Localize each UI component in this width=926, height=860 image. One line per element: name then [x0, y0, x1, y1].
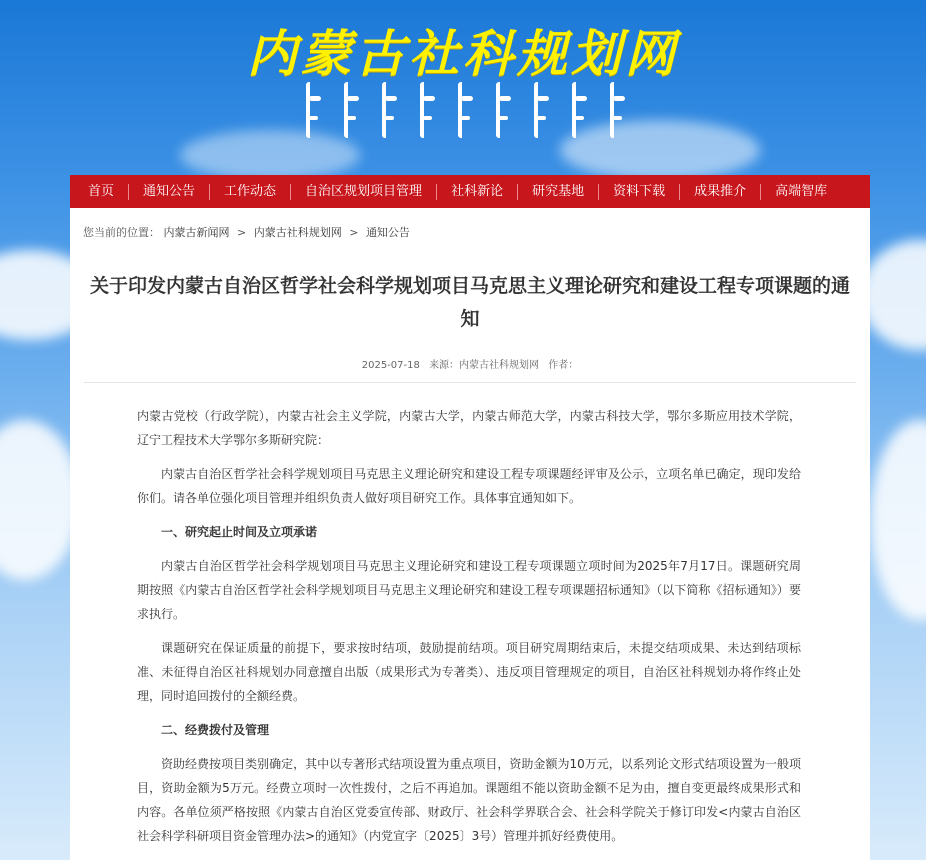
- mongolian-glyph: [496, 82, 506, 138]
- nav-item-notices[interactable]: 通知公告: [129, 184, 210, 200]
- article-date: 2025-07-18: [361, 360, 420, 371]
- nav-item-social-science-views[interactable]: 社科新论: [437, 184, 518, 200]
- mongolian-glyph: [458, 82, 468, 138]
- title-divider: [84, 382, 856, 383]
- breadcrumb-item-site[interactable]: 内蒙古社科规划网: [253, 226, 342, 239]
- breadcrumb-item-notices[interactable]: 通知公告: [365, 226, 410, 239]
- section-heading-2: 二、经费拨付及管理: [161, 723, 270, 737]
- mongolian-script-logo: [0, 82, 926, 138]
- breadcrumb-prefix: 您当前的位置：: [83, 226, 160, 239]
- article-container: [70, 208, 870, 860]
- nav-item-downloads[interactable]: 资料下载: [599, 184, 680, 200]
- nav-item-project-management[interactable]: 自治区规划项目管理: [291, 184, 437, 200]
- nav-item-research-bases[interactable]: 研究基地: [518, 184, 599, 200]
- cloud-decoration: [0, 420, 80, 580]
- nav-item-work-news[interactable]: 工作动态: [210, 184, 291, 200]
- mongolian-glyph: [306, 82, 316, 138]
- breadcrumb-item-news[interactable]: 内蒙古新闻网: [163, 226, 230, 239]
- breadcrumb: [83, 224, 410, 240]
- breadcrumb-separator: >: [237, 226, 247, 239]
- paragraph-funding: 资助经费按项目类别确定，其中以专著形式结项设置为重点项目，资助金额为10万元，以系列论文形式结项设置为一般项目，资助金额为5万元。经费立项时一次性拨付，之后不再追加。课题组不能以资助金额不足为由，擅自变更最终成果形式和内容。各单位须严格按照《内蒙古自治区党委宣传部、财政厅、社会科学界联合会、社会科学院关于修订印发<内蒙古自治区社会科学科研项目资金管理办法>的通知》（内党宣字〔2025〕3号）管理并抓好经费使用。: [137, 757, 801, 843]
- main-nav: [70, 175, 870, 208]
- mongolian-glyph: [420, 82, 430, 138]
- site-title-logo[interactable]: 内蒙古社科规划网: [247, 24, 679, 83]
- section-heading-1: 一、研究起止时间及立项承诺: [161, 525, 318, 539]
- paragraph-recipients: 内蒙古党校（行政学院），内蒙古社会主义学院，内蒙古大学，内蒙古师范大学，内蒙古科技大学，鄂尔多斯应用技术学院，辽宁工程技术大学鄂尔多斯研究院：: [137, 409, 801, 447]
- mongolian-glyph: [610, 82, 620, 138]
- article-title: 关于印发内蒙古自治区哲学社会科学规划项目马克思主义理论研究和建设工程专项课题的通知: [90, 275, 851, 330]
- breadcrumb-separator: >: [349, 226, 359, 239]
- nav-item-home[interactable]: 首页: [74, 184, 129, 200]
- cloud-decoration: [870, 420, 926, 620]
- paragraph-intro: 内蒙古自治区哲学社会科学规划项目马克思主义理论研究和建设工程专项课题经评审及公示，立项名单已确定，现印发给你们。请各单位强化项目管理并组织负责人做好项目研究工作。具体事宜通知如下。: [137, 467, 801, 505]
- nav-item-achievements[interactable]: 成果推介: [680, 184, 761, 200]
- article-body: [137, 404, 801, 858]
- article-author: 作者：: [548, 360, 579, 371]
- article-meta: [70, 356, 870, 371]
- paragraph-completion-rules: 课题研究在保证质量的前提下，要求按时结项，鼓励提前结项。项目研究周期结束后，未提交结项成果、未达到结项标准、未征得自治区社科规划办同意擅自出版（成果形式为专著类）、违反项目管理规定的项目，自治区社科规划办将作终止处理，同时追回拨付的全额经费。: [137, 641, 801, 703]
- site-header: [0, 0, 926, 175]
- article-source: 来源：内蒙古社科规划网: [429, 360, 540, 371]
- mongolian-glyph: [382, 82, 392, 138]
- mongolian-glyph: [534, 82, 544, 138]
- mongolian-glyph: [344, 82, 354, 138]
- paragraph-research-period: 内蒙古自治区哲学社会科学规划项目马克思主义理论研究和建设工程专项课题立项时间为2025年7月17日。课题研究周期按照《内蒙古自治区哲学社会科学规划项目马克思主义理论研究和建设工程专项课题招标通知》（以下简称《招标通知》）要求执行。: [137, 559, 801, 621]
- nav-item-think-tanks[interactable]: 高端智库: [775, 183, 828, 199]
- mongolian-glyph: [572, 82, 582, 138]
